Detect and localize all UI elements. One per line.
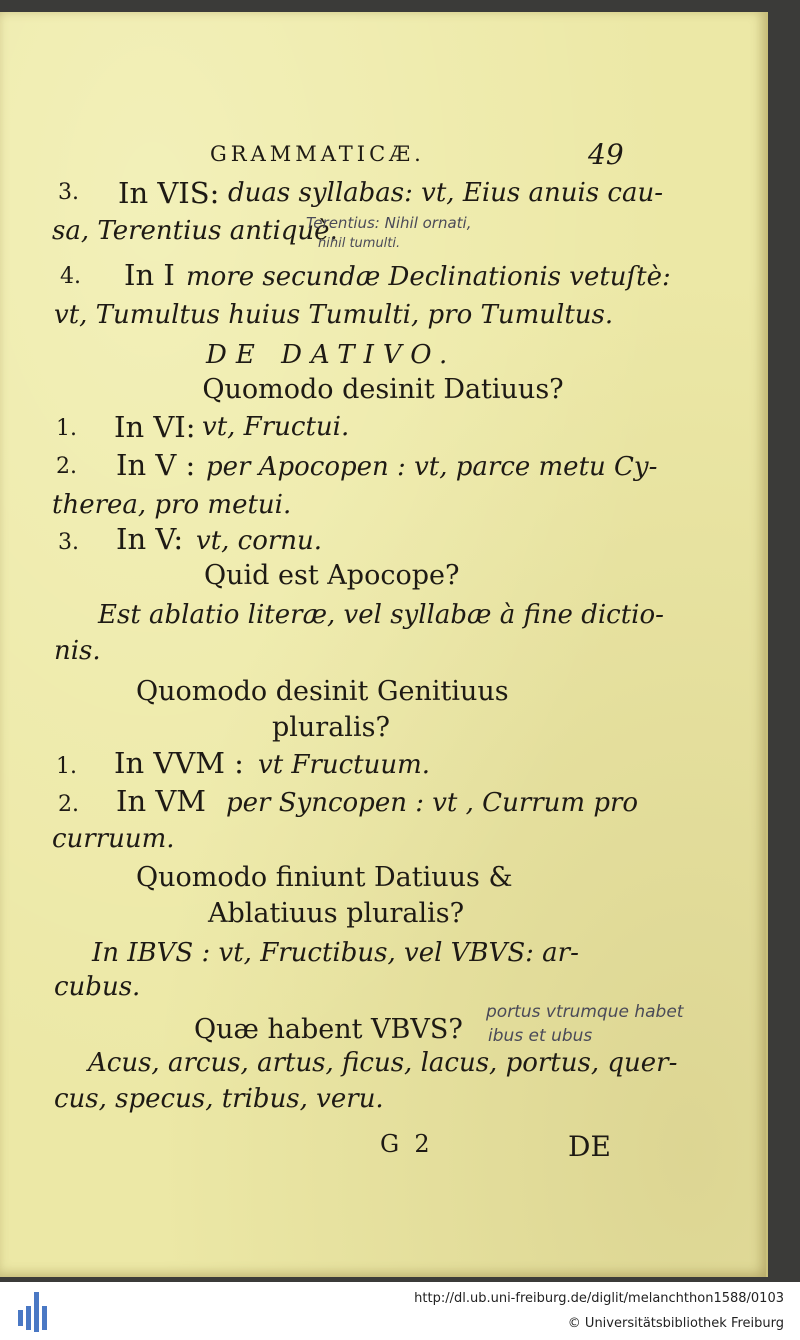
list-number: 1. — [56, 416, 77, 441]
text-line: vt, Tumultus huius Tumulti, pro Tumultus. — [54, 300, 614, 330]
question-heading: Quid est Apocope? — [204, 560, 460, 591]
book-page — [0, 12, 768, 1277]
footer-url-link[interactable]: http://dl.ub.uni-freiburg.de/diglit/melanchthon1588/0103 — [414, 1291, 784, 1306]
running-head: GRAMMATICÆ. — [210, 142, 425, 166]
handwritten-note: nihil tumulti. — [318, 236, 401, 251]
question-heading: Quomodo finiunt Datiuus & — [136, 862, 513, 893]
question-heading: Quæ habent VBVS? — [194, 1014, 463, 1045]
text-line: duas syllabas: vt, Eius anuis cau- — [228, 178, 663, 208]
signature-mark: G 2 — [380, 1130, 430, 1158]
text-line: therea, pro metui. — [52, 490, 292, 520]
section-heading: DE DATIVO. — [206, 340, 457, 370]
text-line: nis. — [54, 636, 101, 666]
footer-copyright: © Universitätsbibliothek Freiburg — [567, 1316, 784, 1331]
handwritten-note: ibus et ubus — [488, 1026, 593, 1046]
library-logo-icon[interactable] — [18, 1292, 52, 1332]
text-line: Acus, arcus, artus, ficus, lacus, portus, quer- — [88, 1048, 678, 1078]
list-number: 2. — [58, 792, 79, 817]
text-line: cus, specus, tribus, veru. — [54, 1084, 384, 1114]
text-line: curruum. — [52, 824, 175, 854]
handwritten-note: Terentius: Nihil ornati, — [306, 214, 472, 232]
question-heading: Quomodo desinit Genitiuus — [136, 676, 509, 707]
text-line: per Apocopen : vt, parce metu Cy- — [206, 452, 658, 482]
text-line: sa, Terentius antiquè. — [52, 216, 338, 246]
text-line: In V: — [116, 522, 184, 556]
text-line: more secundæ Declinationis vetuſtè: — [186, 262, 671, 292]
catchword: DE — [568, 1130, 611, 1163]
text-line: vt, Fructui. — [202, 412, 350, 442]
text-line: Est ablatio literæ, vel syllabæ à fine dictio- — [98, 600, 664, 630]
text-line: In I — [124, 258, 175, 292]
text-line: In VIS: — [118, 176, 220, 210]
text-line: In VVM : — [114, 746, 244, 780]
list-number: 3. — [58, 530, 79, 555]
list-number: 1. — [56, 754, 77, 779]
text-line: cubus. — [54, 972, 141, 1002]
list-number: 3. — [58, 180, 79, 205]
list-number: 4. — [60, 264, 81, 289]
list-number: 2. — [56, 454, 77, 479]
question-heading: Ablatiuus pluralis? — [208, 898, 465, 929]
handwritten-note: portus vtrumque habet — [486, 1002, 684, 1022]
text-line: In IBVS : vt, Fructibus, vel VBVS: ar- — [92, 938, 579, 968]
text-line: vt Fructuum. — [258, 750, 431, 780]
question-heading: pluralis? — [272, 712, 390, 743]
text-line: In VI: — [114, 410, 196, 444]
text-line: per Syncopen : vt , Currum pro — [226, 788, 639, 818]
text-line: vt, cornu. — [196, 526, 323, 556]
text-line: In V : — [116, 448, 196, 482]
page-number: 49 — [588, 138, 624, 171]
text-line: In VM — [116, 784, 206, 818]
question-heading: Quomodo desinit Datiuus? — [202, 374, 564, 405]
